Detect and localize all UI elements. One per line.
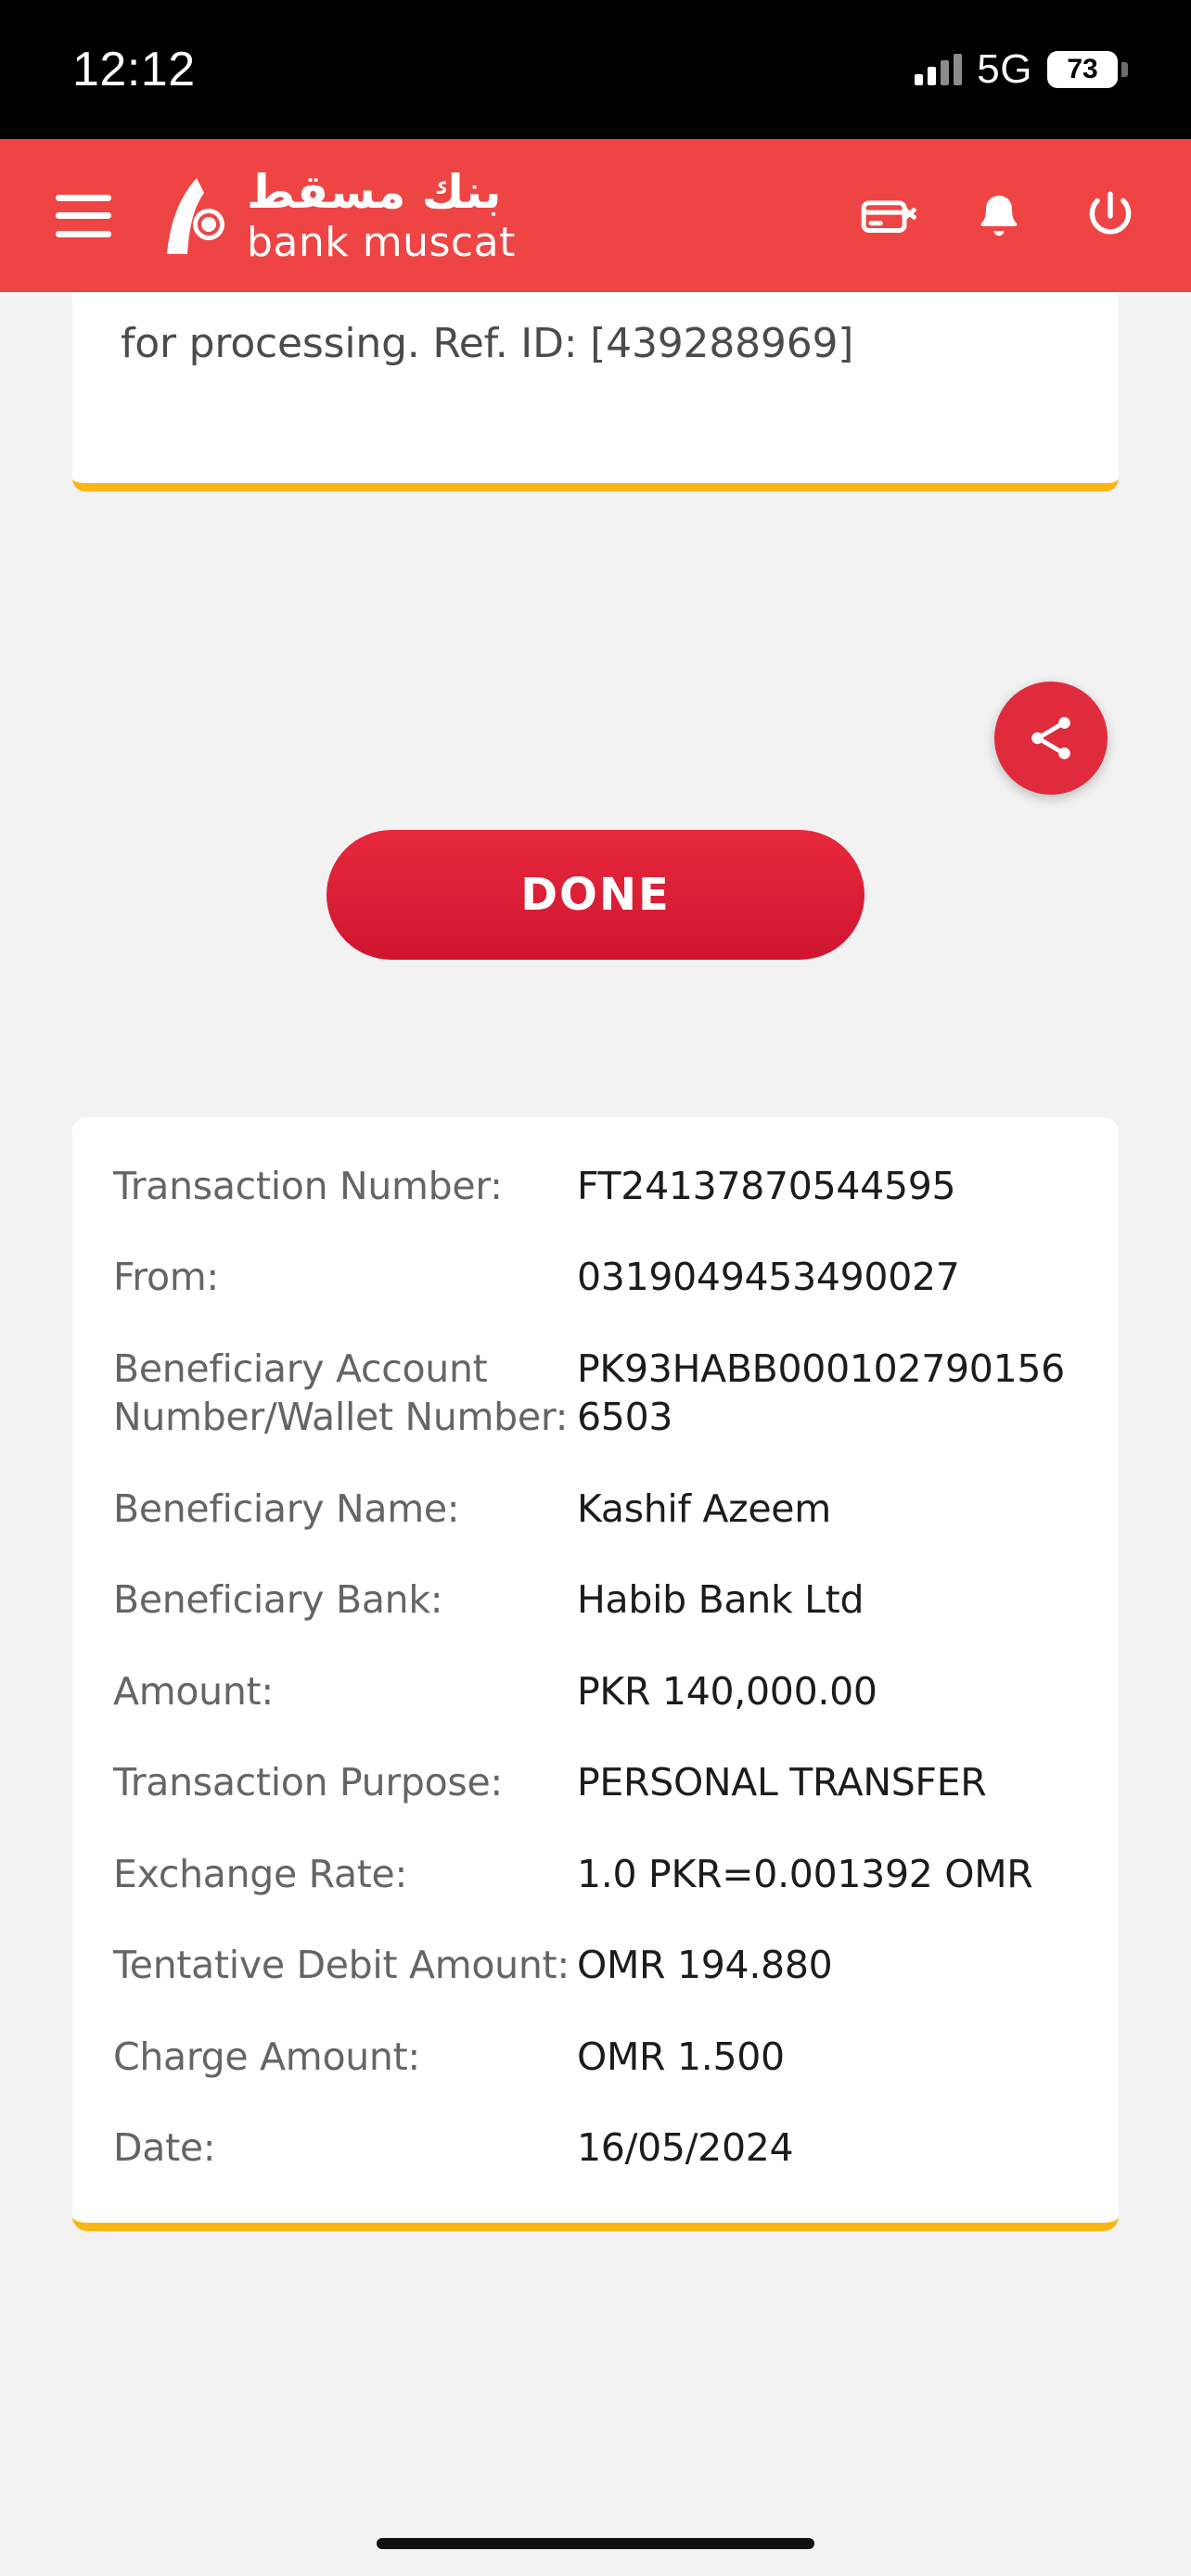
main-content bbox=[0, 292, 1191, 2511]
table-row bbox=[113, 2123, 1078, 2172]
battery-icon bbox=[1047, 51, 1128, 88]
network-type-label: 5G bbox=[977, 46, 1032, 92]
share-icon bbox=[1024, 711, 1078, 765]
bell-icon[interactable] bbox=[970, 187, 1028, 245]
row-value: 16/05/2024 bbox=[577, 2125, 794, 2171]
row-value: PERSONAL TRANSFER bbox=[577, 1760, 987, 1805]
row-value: Habib Bank Ltd bbox=[577, 1577, 864, 1623]
row-label: Date: bbox=[113, 2125, 216, 2171]
row-label: Transaction Number: bbox=[113, 1164, 503, 1208]
row-label: Exchange Rate: bbox=[113, 1851, 407, 1896]
table-row bbox=[113, 1758, 1078, 1806]
row-value: OMR 194.880 bbox=[577, 1943, 833, 1988]
row-label: Beneficiary Account Number/Wallet Number: bbox=[113, 1345, 569, 1440]
table-row bbox=[113, 1575, 1078, 1624]
reference-text: for processing. Ref. ID: [439288969] bbox=[121, 320, 854, 367]
done-button-row bbox=[0, 830, 1191, 960]
brand-name-english: bank muscat bbox=[247, 218, 516, 266]
reference-card bbox=[72, 292, 1119, 491]
status-time: 12:12 bbox=[72, 43, 196, 96]
brand-logo bbox=[163, 164, 516, 266]
table-row bbox=[113, 1345, 1078, 1442]
table-row bbox=[113, 1253, 1078, 1301]
home-indicator-area bbox=[0, 2511, 1191, 2576]
row-value: PK93HABB0001027901566503 bbox=[577, 1345, 1065, 1440]
table-row bbox=[113, 1941, 1078, 1989]
row-value: FT24137870544595 bbox=[577, 1164, 956, 1208]
row-value: 0319049453490027 bbox=[577, 1255, 960, 1300]
hamburger-menu-icon[interactable] bbox=[56, 195, 111, 237]
row-label: From: bbox=[113, 1255, 219, 1300]
row-label: Charge Amount: bbox=[113, 2034, 420, 2079]
row-label: Beneficiary Name: bbox=[113, 1486, 460, 1531]
done-button[interactable]: DONE bbox=[327, 830, 864, 960]
status-bar bbox=[0, 0, 1191, 139]
row-label: Transaction Purpose: bbox=[113, 1760, 503, 1805]
row-value: PKR 140,000.00 bbox=[577, 1668, 877, 1714]
table-row bbox=[113, 1162, 1078, 1210]
brand-text bbox=[247, 164, 516, 266]
app-header-actions bbox=[859, 187, 1139, 245]
transaction-details-card bbox=[72, 1117, 1119, 2231]
cellular-signal-icon bbox=[915, 54, 962, 85]
app-header bbox=[0, 139, 1191, 292]
row-value: OMR 1.500 bbox=[577, 2034, 785, 2079]
row-label: Beneficiary Bank: bbox=[113, 1577, 443, 1623]
power-icon[interactable] bbox=[1082, 187, 1139, 245]
table-row bbox=[113, 1485, 1078, 1533]
home-indicator[interactable] bbox=[377, 2538, 814, 2549]
row-label: Tentative Debit Amount: bbox=[113, 1943, 570, 1988]
status-indicators bbox=[915, 46, 1128, 93]
row-value: 1.0 PKR=0.001392 OMR bbox=[577, 1851, 1033, 1896]
row-value: Kashif Azeem bbox=[577, 1486, 831, 1531]
row-label: Amount: bbox=[113, 1668, 274, 1714]
share-button[interactable] bbox=[994, 682, 1108, 795]
table-row bbox=[113, 1667, 1078, 1715]
battery-level-label: 73 bbox=[1047, 51, 1118, 88]
battery-cap bbox=[1121, 62, 1128, 77]
brand-name-arabic: بنك مسقط bbox=[247, 164, 502, 219]
table-row bbox=[113, 2033, 1078, 2081]
table-row bbox=[113, 1850, 1078, 1898]
card-off-icon[interactable] bbox=[859, 187, 916, 245]
bank-muscat-logo-icon bbox=[163, 176, 230, 256]
